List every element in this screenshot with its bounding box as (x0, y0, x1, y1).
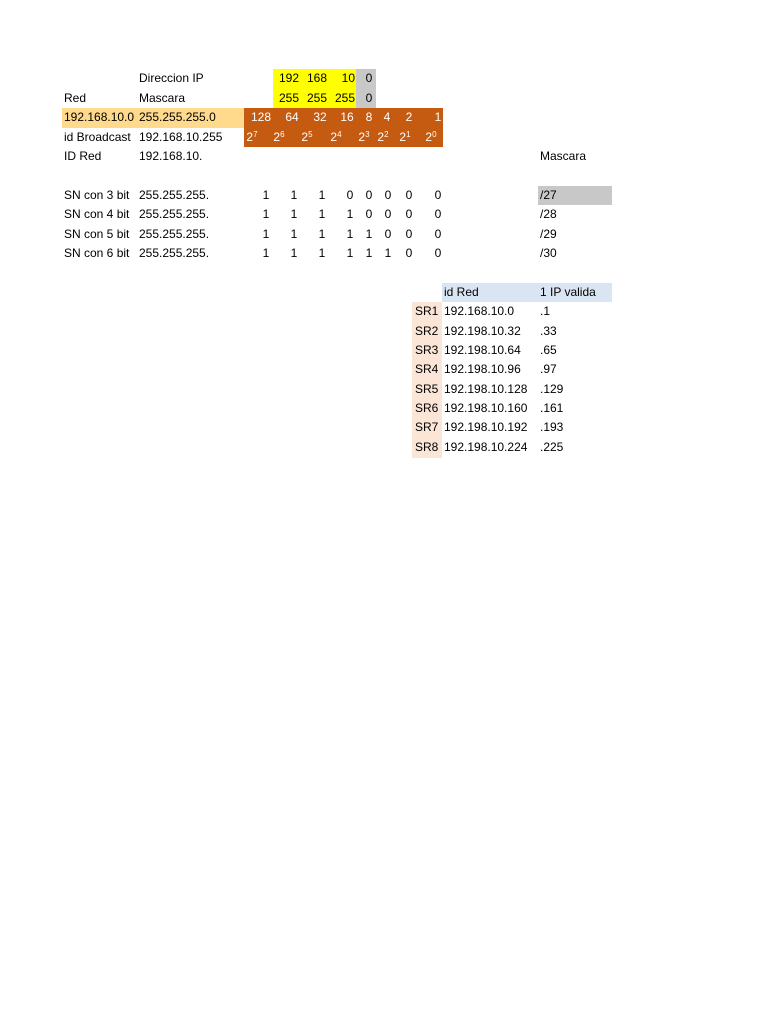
sr-label: SR7 (415, 420, 439, 434)
bit-cell: 1 (384, 246, 392, 260)
ip-octet-4: 0 (365, 71, 373, 85)
idred-label: ID Red (64, 149, 102, 163)
broadcast-label: id Broadcast (64, 130, 131, 144)
bit-power-3: $2^3$ (358, 130, 370, 144)
bit-weight-1: 1 (434, 110, 442, 124)
bit-cell: 1 (318, 246, 326, 260)
cidr-value: /28 (540, 207, 557, 221)
sr-label: SR4 (415, 362, 439, 376)
bit-cell: 0 (434, 246, 442, 260)
sr-ip: .129 (540, 382, 564, 396)
subnet-prefix: 255.255.255. (139, 207, 210, 221)
subnet-label: SN con 6 bit (64, 246, 130, 260)
cidr-value: /27 (540, 188, 557, 202)
cidr-value: /30 (540, 246, 557, 260)
bit-cell: 1 (318, 227, 326, 241)
subnet-label: SN con 3 bit (64, 188, 130, 202)
table-header-ip: 1 IP valida (540, 285, 596, 299)
bit-cell: 0 (384, 188, 392, 202)
sr-ip: .161 (540, 401, 564, 415)
bit-power-1: $2^1$ (399, 130, 411, 144)
bit-cell: 0 (405, 227, 413, 241)
bit-power-5: $2^5$ (301, 130, 313, 144)
sr-label: SR3 (415, 343, 439, 357)
bit-cell: 0 (365, 207, 373, 221)
bit-cell: 0 (434, 188, 442, 202)
ip-octet-1: 192 (278, 71, 299, 85)
bit-power-6: $2^6$ (273, 130, 285, 144)
mask-value: 255.255.255.0 (139, 110, 216, 124)
bit-cell: 1 (365, 246, 373, 260)
sr-idred: 192.198.10.96 (444, 362, 521, 376)
bit-power-2: $2^2$ (377, 130, 389, 144)
bit-weight-8: 8 (365, 110, 373, 124)
bit-weight-4: 4 (383, 110, 391, 124)
bit-cell: 1 (262, 207, 270, 221)
mask-octet-4: 0 (365, 91, 373, 105)
bit-cell: 1 (262, 227, 270, 241)
red-label: Red (64, 91, 87, 105)
bit-cell: 0 (434, 207, 442, 221)
bit-cell: 0 (405, 207, 413, 221)
bit-cell: 1 (262, 188, 270, 202)
table-header-idred: id Red (444, 285, 479, 299)
bit-cell: 0 (405, 246, 413, 260)
mask-octet-1: 255 (278, 91, 299, 105)
sr-label: SR1 (415, 304, 439, 318)
bit-power-7: $2^7$ (246, 130, 258, 144)
bit-weight-32: 32 (313, 110, 327, 124)
bit-cell: 1 (290, 227, 298, 241)
bit-cell: 1 (318, 207, 326, 221)
idred-value: 192.168.10. (139, 149, 203, 163)
bit-weight-2: 2 (405, 110, 413, 124)
sr-ip: .65 (540, 343, 557, 357)
bit-cell: 1 (290, 246, 298, 260)
bit-cell: 1 (346, 246, 354, 260)
bit-cell: 1 (290, 188, 298, 202)
sr-ip: .193 (540, 420, 564, 434)
red-value: 192.168.10.0 (64, 110, 135, 124)
sr-label: SR2 (415, 324, 439, 338)
sr-ip: .33 (540, 324, 557, 338)
cidr-value: /29 (540, 227, 557, 241)
ip-octet-2: 168 (306, 71, 327, 85)
bit-cell: 0 (434, 227, 442, 241)
bit-power-0: $2^0$ (425, 130, 437, 144)
mask-octet-2: 255 (306, 91, 327, 105)
sr-ip: .225 (540, 440, 564, 454)
bit-weight-64: 64 (285, 110, 299, 124)
sr-label: SR6 (415, 401, 439, 415)
subnet-prefix: 255.255.255. (139, 227, 210, 241)
bit-power-4: $2^4$ (330, 130, 342, 144)
ip-octet-3: 10 (341, 71, 355, 85)
sr-idred: 192.198.10.32 (444, 324, 521, 338)
mask-label: Mascara (139, 91, 186, 105)
bit-cell: 0 (346, 188, 354, 202)
bit-cell: 1 (346, 227, 354, 241)
sr-ip: .97 (540, 362, 557, 376)
subnet-label: SN con 5 bit (64, 227, 130, 241)
sr-idred: 192.198.10.224 (444, 440, 528, 454)
sr-idred: 192.198.10.128 (444, 382, 528, 396)
bit-cell: 1 (365, 227, 373, 241)
sr-label: SR8 (415, 440, 439, 454)
bit-cell: 1 (262, 246, 270, 260)
bit-cell: 0 (384, 207, 392, 221)
bit-weight-16: 16 (340, 110, 354, 124)
bit-cell: 1 (346, 207, 354, 221)
subnet-label: SN con 4 bit (64, 207, 130, 221)
sr-ip: .1 (540, 304, 551, 318)
bit-cell: 1 (290, 207, 298, 221)
broadcast-value: 192.168.10.255 (139, 130, 223, 144)
ip-label: Direccion IP (139, 71, 204, 85)
bit-cell: 1 (318, 188, 326, 202)
subnet-prefix: 255.255.255. (139, 188, 210, 202)
sr-label: SR5 (415, 382, 439, 396)
bit-weight-128: 128 (250, 110, 272, 124)
sr-idred: 192.198.10.192 (444, 420, 528, 434)
bit-cell: 0 (365, 188, 373, 202)
bit-cell: 0 (405, 188, 413, 202)
mask-octet-3: 255 (334, 91, 355, 105)
subnet-prefix: 255.255.255. (139, 246, 210, 260)
mascara-header: Mascara (540, 149, 587, 163)
sr-idred: 192.198.10.160 (444, 401, 528, 415)
bit-cell: 0 (384, 227, 392, 241)
sr-idred: 192.168.10.0 (444, 304, 515, 318)
sr-idred: 192.198.10.64 (444, 343, 521, 357)
